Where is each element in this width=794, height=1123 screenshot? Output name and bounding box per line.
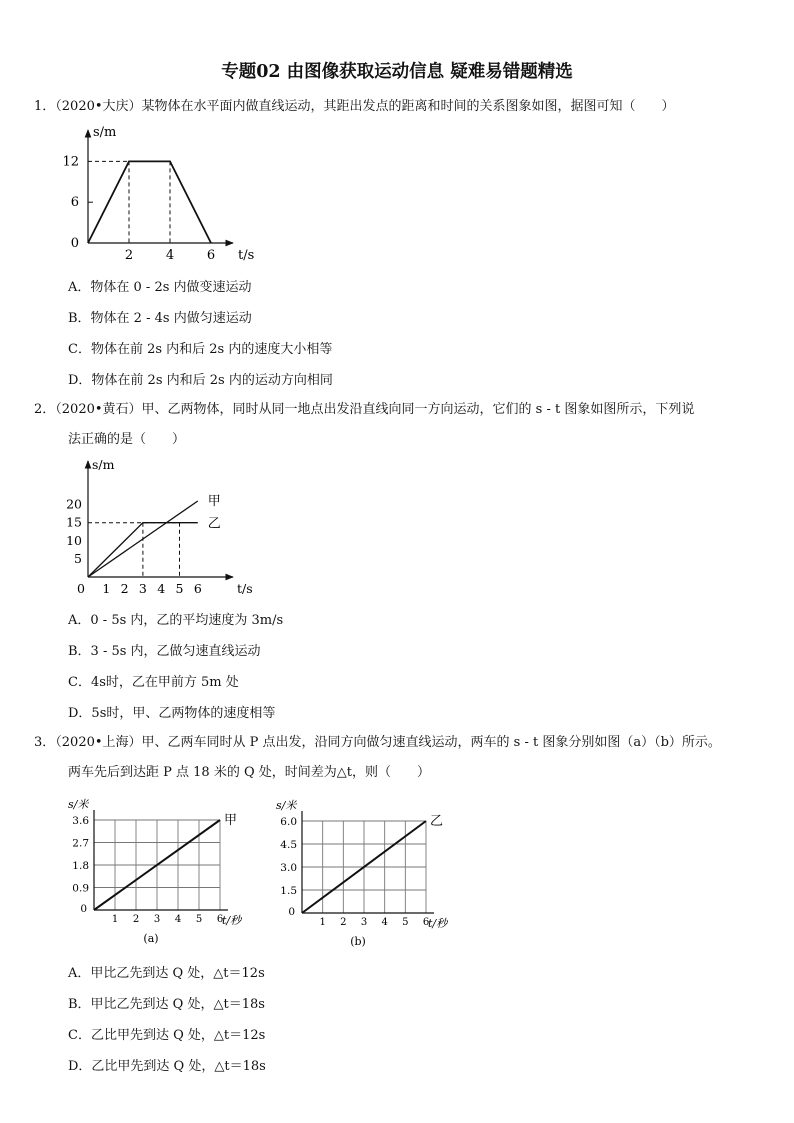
x-tick-label: 3 (138, 581, 147, 596)
series-label-yi: 乙 (207, 516, 221, 532)
x-tick-label: 6 (216, 914, 224, 925)
q1-stem: 1．（2020•大庆）某物体在水平面内做直线运动，其距出发点的距离和时间的关系图象如图，据图可知（ ） (34, 99, 675, 114)
y-axis-label: s/m (92, 457, 115, 472)
x-tick-label: 1 (111, 914, 119, 925)
chart-caption: (b) (350, 935, 366, 948)
y-tick-label: 1.8 (72, 860, 89, 872)
q3-stem-line1: 3．（2020•上海）甲、乙两车同时从 P 点出发，沿同方向做匀速直线运动，两车的 s - t 图象分别如图（a）（b）所示。 (34, 735, 721, 750)
y-tick-label: 15 (66, 514, 82, 530)
x-tick-label: 4 (157, 581, 166, 596)
q3-option-a[interactable]: A．甲比乙先到达 Q 处，△t＝12s (68, 966, 265, 981)
q2-chart (55, 455, 255, 600)
origin-label: 0 (77, 581, 85, 596)
x-tick-label: 3 (360, 917, 368, 928)
y-tick-label: 0.9 (72, 882, 89, 895)
y-tick-label: 5 (74, 550, 82, 566)
y-tick-label: 4.5 (280, 839, 297, 851)
x-tick-label: 6 (422, 917, 430, 928)
x-tick-label: 2 (132, 914, 140, 925)
q2-option-a[interactable]: A．0 - 5s 内，乙的平均速度为 3m/s (68, 613, 284, 628)
series-line-s (88, 161, 211, 243)
x-tick-label: 6 (193, 581, 202, 596)
q1-option-d[interactable]: D．物体在前 2s 内和后 2s 内的运动方向相同 (68, 373, 333, 388)
q2-stem-line1: 2．（2020•黄石）甲、乙两物体，同时从同一地点出发沿直线向同一方向运动，它们的 s - t 图象如图所示，下列说 (34, 402, 695, 417)
q2-option-b[interactable]: B．3 - 5s 内，乙做匀速直线运动 (68, 644, 261, 659)
q3-option-b[interactable]: B．甲比乙先到达 Q 处，△t＝18s (68, 997, 265, 1012)
x-tick-label: 5 (402, 917, 409, 928)
x-tick-label: 5 (175, 581, 184, 596)
x-axis-label: t/秒 (222, 914, 242, 927)
x-tick-label: 2 (120, 581, 129, 596)
y-axis-label: s/米 (276, 799, 297, 812)
q1-option-b[interactable]: B．物体在 2 - 4s 内做匀速运动 (68, 311, 252, 326)
x-tick-label: 2 (340, 917, 347, 928)
x-axis-label: t/s (237, 581, 253, 596)
page-title: 专题02 由图像获取运动信息 疑难易错题精选 (221, 62, 573, 82)
y-tick-label: 6 (70, 195, 79, 211)
x-tick-label: 1 (102, 581, 111, 596)
x-tick-label: 6 (206, 248, 216, 263)
y-tick-label: 3.0 (280, 862, 297, 874)
y-tick-label: 12 (62, 154, 79, 170)
x-tick-label: 4 (165, 248, 175, 263)
q3-stem-line2: 两车先后到达距 P 点 18 米的 Q 处，时间差为△t，则（ ） (68, 765, 430, 780)
x-tick-label: 4 (174, 914, 182, 925)
x-tick-label: 5 (195, 914, 203, 925)
x-tick-label: 1 (319, 917, 326, 928)
q3-option-c[interactable]: C．乙比甲先到达 Q 处，△t＝12s (68, 1028, 266, 1043)
q3-chart-a (55, 788, 265, 953)
q3-option-d[interactable]: D．乙比甲先到达 Q 处，△t＝18s (68, 1059, 266, 1074)
x-tick-label: 4 (381, 917, 388, 928)
series-label: 乙 (430, 814, 444, 829)
origin-label: 0 (70, 236, 79, 251)
q1-chart (55, 120, 280, 265)
q3-chart-b (262, 788, 472, 953)
y-tick-label: 2.7 (72, 837, 89, 850)
x-tick-label: 3 (153, 914, 161, 925)
y-tick-label: 20 (66, 496, 82, 512)
y-tick-label: 3.6 (72, 815, 89, 827)
q2-stem-line2: 法正确的是（ ） (68, 432, 186, 447)
q1-option-c[interactable]: C．物体在前 2s 内和后 2s 内的速度大小相等 (68, 342, 333, 357)
y-tick-label: 1.5 (280, 885, 297, 897)
q2-option-d[interactable]: D．5s时，甲、乙两物体的速度相等 (68, 706, 276, 721)
q2-option-c[interactable]: C．4s时，乙在甲前方 5m 处 (68, 675, 239, 690)
origin-label: 0 (288, 906, 295, 918)
x-tick-label: 2 (124, 248, 134, 263)
chart-caption: (a) (143, 932, 159, 945)
y-axis-label: s/米 (68, 798, 89, 811)
y-tick-label: 10 (66, 532, 82, 548)
series-label-jia: 甲 (207, 493, 221, 509)
x-axis-label: t/s (238, 248, 255, 263)
y-axis-label: s/m (93, 125, 117, 140)
q1-option-a[interactable]: A．物体在 0 - 2s 内做变速运动 (68, 280, 252, 295)
y-tick-label: 6.0 (280, 816, 297, 828)
x-axis-label: t/秒 (428, 917, 448, 930)
series-label: 甲 (224, 813, 238, 828)
origin-label: 0 (80, 903, 87, 915)
